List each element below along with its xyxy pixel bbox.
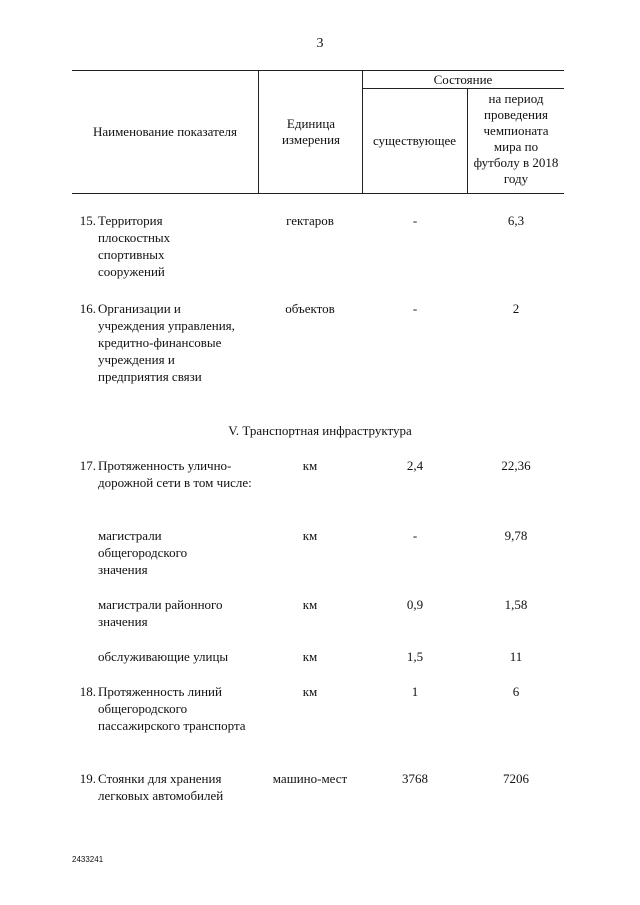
row-future: 7206 <box>503 771 529 786</box>
row-name: магистрали районного значения <box>98 597 223 629</box>
row-name: Протяженность линий общегородского пассажирского транспорта <box>98 684 246 733</box>
state-sub-rule <box>362 88 564 89</box>
row-future: 9,78 <box>504 528 528 543</box>
row-existing: - <box>412 213 418 228</box>
col-divider-unit <box>258 70 259 193</box>
row-name: магистрали общегородского значения <box>98 528 188 577</box>
row-name: обслуживающие улицы <box>98 649 229 664</box>
row-name: Протяженность улично-дорожной сети в том числе: <box>98 458 252 490</box>
row-name: Организации и учреждения управления, кредитно-финансовые учреждения и предприятия связи <box>98 301 235 384</box>
row-number: 15. <box>79 213 96 228</box>
header-future: на период проведения чемпионата мира по футболу в 2018 году <box>473 91 559 186</box>
row-existing: 3768 <box>402 771 428 786</box>
row-unit: км <box>302 649 318 664</box>
row-unit: км <box>302 528 318 543</box>
row-unit: объектов <box>285 301 335 316</box>
row-unit: км <box>302 597 318 612</box>
row-future: 2 <box>512 301 520 316</box>
row-future: 1,58 <box>504 597 528 612</box>
row-existing: - <box>412 528 418 543</box>
row-existing: 2,4 <box>406 458 424 473</box>
row-unit: км <box>302 684 318 699</box>
header-top-rule <box>72 70 564 71</box>
page-number: 3 <box>316 36 324 51</box>
row-existing: 0,9 <box>406 597 424 612</box>
row-number: 17. <box>79 458 96 473</box>
row-existing: 1 <box>411 684 419 699</box>
row-future: 22,36 <box>501 458 531 473</box>
row-future: 11 <box>509 649 523 664</box>
col-divider-future <box>467 88 468 193</box>
row-existing: - <box>412 301 418 316</box>
header-name: Наименование показателя <box>92 124 238 139</box>
row-number: 16. <box>79 301 96 316</box>
row-number: 18. <box>79 684 96 699</box>
row-name: Территория плоскостных спортивных сооружений <box>98 213 171 279</box>
row-unit: гектаров <box>286 213 334 228</box>
row-future: 6,3 <box>507 213 525 228</box>
header-existing: существующее <box>372 133 457 148</box>
row-name: Стоянки для хранения легковых автомобилей <box>98 771 224 803</box>
row-number: 19. <box>79 771 96 786</box>
header-bottom-rule <box>72 193 564 194</box>
document-code: 2433241 <box>72 855 104 864</box>
section-heading: V. Транспортная инфраструктура <box>228 423 412 438</box>
row-unit: км <box>302 458 318 473</box>
header-unit: Единица измерения <box>281 116 341 147</box>
row-future: 6 <box>512 684 520 699</box>
header-state: Состояние <box>433 72 493 87</box>
row-existing: 1,5 <box>406 649 424 664</box>
col-divider-state <box>362 70 363 193</box>
row-unit: машино-мест <box>272 771 348 786</box>
